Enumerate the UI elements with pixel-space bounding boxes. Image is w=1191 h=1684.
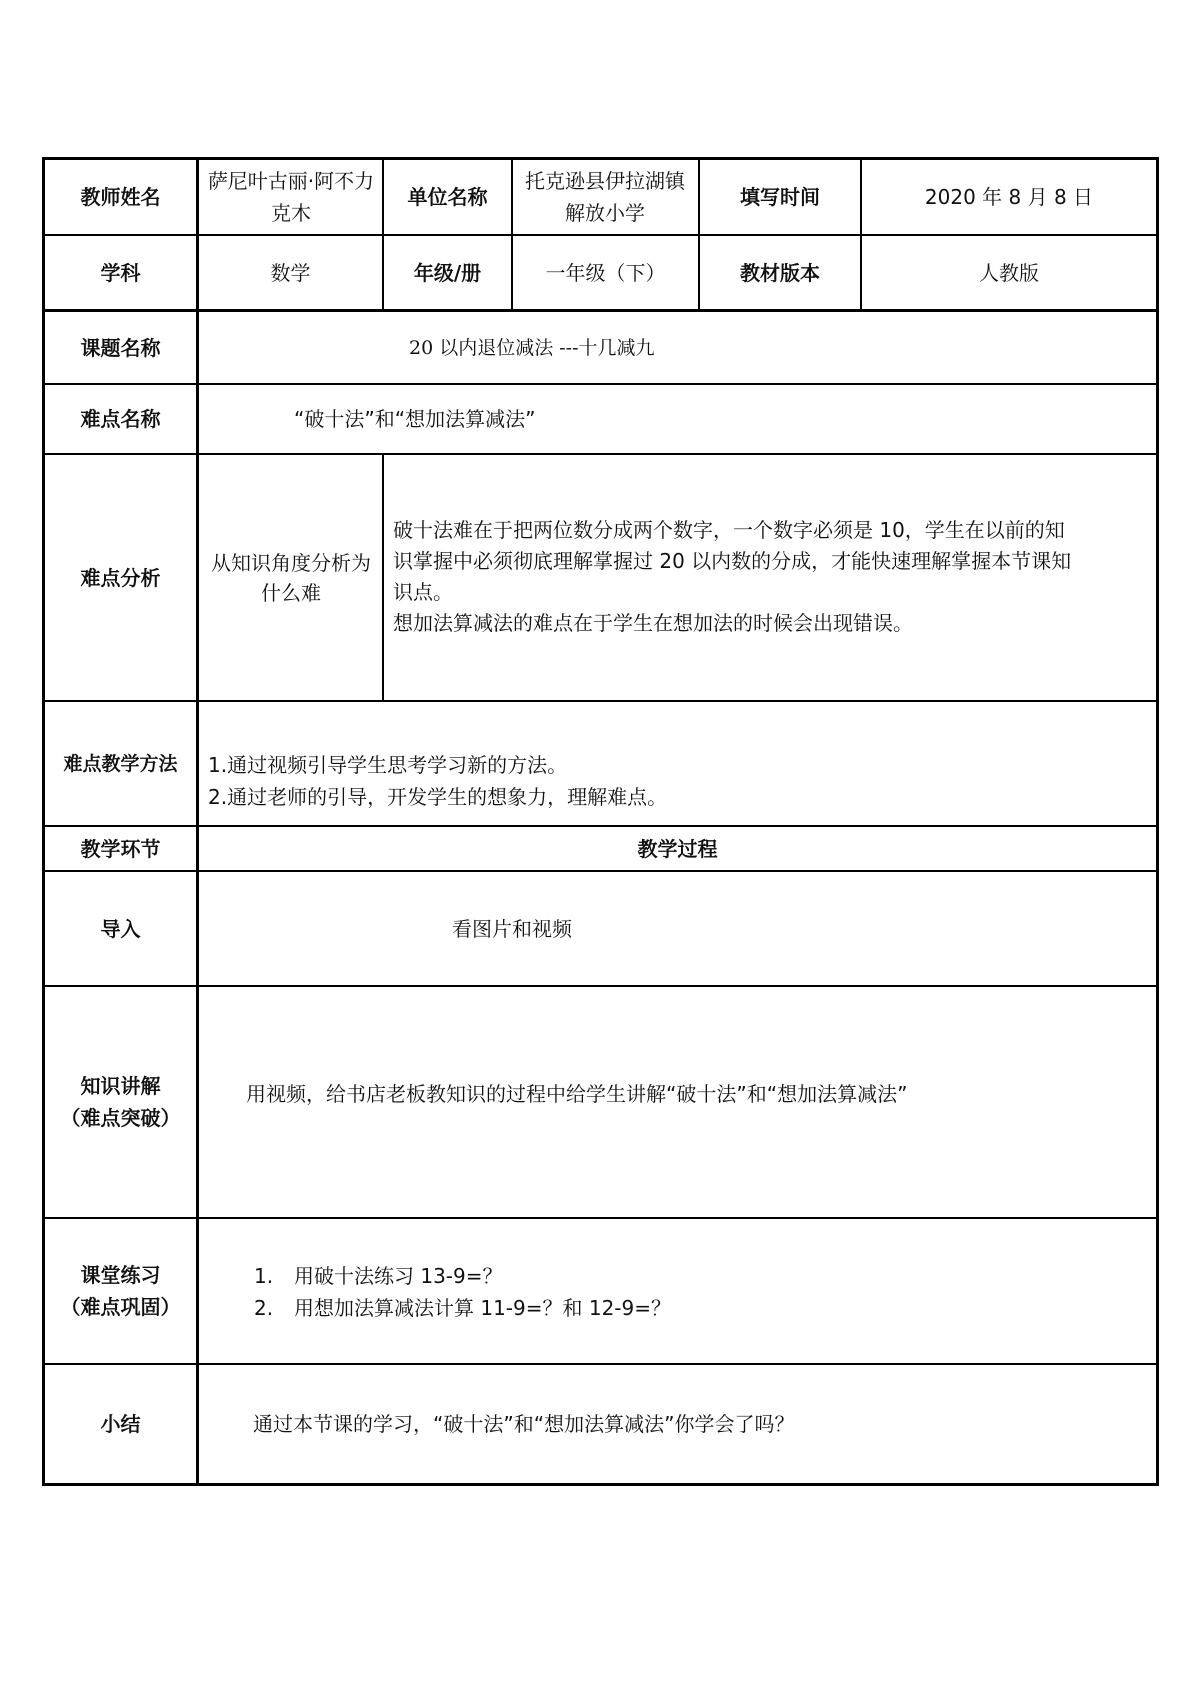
analysis-line: 破十法难在于把两位数分成两个数字，一个数字必须是 10，学生在以前的知 bbox=[393, 518, 1065, 542]
teacher-name-label: 教师姓名 bbox=[80, 185, 161, 209]
intro-value: 看图片和视频 bbox=[452, 916, 572, 941]
analysis-sub-label: 从知识角度分析为什么难 bbox=[211, 550, 371, 605]
col-divider bbox=[382, 454, 384, 701]
summary-value: 通过本节课的学习，“破十法”和“想加法算减法”你学会了吗？ bbox=[253, 1412, 795, 1436]
practice-label bbox=[45, 1219, 196, 1363]
border-bottom bbox=[42, 1483, 1159, 1486]
practice-item-text: 用想加法算减法计算 11-9=？和 12-9=？ bbox=[294, 1296, 672, 1320]
difficulty-label: 难点名称 bbox=[80, 407, 161, 431]
analysis-line: 想加法算减法的难点在于学生在想加法的时候会出现错误。 bbox=[393, 611, 913, 635]
subject-label: 学科 bbox=[100, 260, 141, 285]
explain-label bbox=[45, 987, 196, 1217]
row-divider bbox=[42, 700, 1159, 702]
analysis-label: 难点分析 bbox=[80, 565, 161, 590]
practice-label-line1: 课堂练习 bbox=[80, 1263, 161, 1287]
grade-value: 一年级（下） bbox=[545, 260, 666, 285]
intro-label: 导入 bbox=[100, 916, 141, 941]
unit-name-value: 托克逊县伊拉湖镇解放小学 bbox=[525, 169, 685, 225]
topic-label: 课题名称 bbox=[80, 335, 161, 360]
practice-list bbox=[254, 1260, 1134, 1324]
fill-date-label: 填写时间 bbox=[740, 185, 820, 209]
edition-value: 人教版 bbox=[979, 260, 1039, 285]
analysis-line: 识点。 bbox=[393, 580, 453, 604]
col-divider bbox=[196, 157, 199, 1486]
subject-value: 数学 bbox=[270, 260, 311, 285]
practice-item-text: 用破十法练习 13-9=？ bbox=[294, 1264, 503, 1288]
explain-value: 用视频，给书店老板教知识的过程中给学生讲解“破十法”和“想加法算减法” bbox=[246, 1082, 908, 1106]
grade-label: 年级/册 bbox=[413, 260, 482, 285]
method-line: 2.通过老师的引导，开发学生的想象力，理解难点。 bbox=[208, 785, 668, 809]
method-line: 1.通过视频引导学生思考学习新的方法。 bbox=[208, 753, 568, 777]
method-text bbox=[208, 749, 1108, 813]
explain-label-line1: 知识讲解 bbox=[80, 1074, 161, 1098]
process-header: 教学过程 bbox=[637, 836, 718, 861]
teacher-name-value: 萨尼叶古丽·阿不力克木 bbox=[207, 169, 375, 225]
unit-name-label: 单位名称 bbox=[407, 185, 488, 209]
analysis-line: 识掌握中必须彻底理解掌握过 20 以内数的分成，才能快速理解掌握本节课知 bbox=[393, 549, 1072, 573]
summary-label: 小结 bbox=[100, 1412, 141, 1436]
edition-label: 教材版本 bbox=[740, 260, 820, 285]
explain-label-line2: （难点突破） bbox=[60, 1106, 181, 1130]
row-divider bbox=[42, 1217, 1159, 1219]
difficulty-value: “破十法”和“想加法算减法” bbox=[294, 407, 536, 431]
practice-item bbox=[254, 1292, 1134, 1324]
practice-item-number: 1. bbox=[254, 1264, 274, 1288]
fill-date-value: 2020 年 8 月 8 日 bbox=[924, 185, 1094, 209]
practice-item-number: 2. bbox=[254, 1296, 274, 1320]
practice-item bbox=[254, 1260, 1134, 1292]
topic-value: 20 以内退位减法 ---十几减九 bbox=[409, 336, 655, 359]
practice-label-line2: （难点巩固） bbox=[60, 1295, 181, 1319]
method-label: 难点教学方法 bbox=[63, 752, 178, 775]
border-right bbox=[1156, 157, 1159, 1486]
stage-header: 教学环节 bbox=[80, 836, 161, 861]
analysis-text bbox=[393, 515, 1153, 639]
